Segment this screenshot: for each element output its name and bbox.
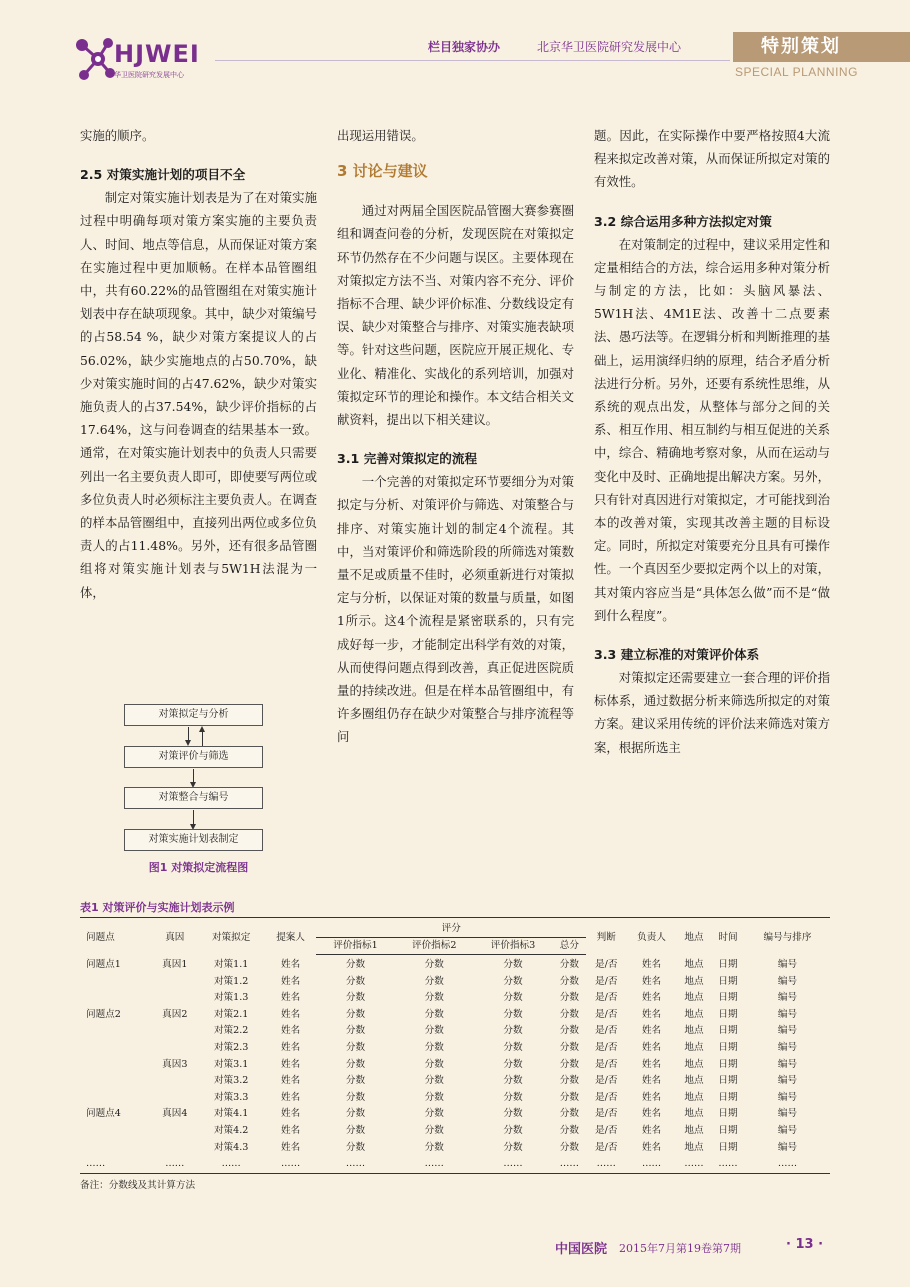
table-cell: 分数 (503, 1041, 523, 1053)
table-cell: 分数 (345, 1124, 366, 1136)
table-cell: 是/否 (595, 1075, 618, 1087)
paragraph: 通过对两届全国医院品管圈大赛参赛圈组和调查问卷的分析，发现医院在对策拟定环节仍然存在不少问题与误区。主要体现在对策拟定方法不当、对策内容不充分、评价指标不合理、缺少评价标准、分数线设定有误、缺少对策整合与排序、对策实施表缺项等。针对这些问题，医院应开展正规化、专业化、精准化、实战化的系列培训，加强对策拟定环节的理论和操作。本文结合相关文献资料，提出以下相关建议。 (337, 203, 574, 428)
section-heading-3-1: 3.1 完善对策拟定的流程 (337, 451, 478, 467)
table-cell: 地点 (684, 1041, 704, 1053)
th-place: 地点 (684, 931, 704, 943)
table-cell: 日期 (718, 1091, 738, 1103)
table-cell: 地点 (684, 1075, 704, 1087)
th-score: 评分 (316, 918, 586, 938)
table-cell: 姓名 (641, 1058, 662, 1070)
table-cell: 编号 (777, 1141, 798, 1153)
arrow-up-head (199, 726, 205, 732)
table-cell: 日期 (718, 958, 738, 970)
logo-subtitle: 华卫医院研究发展中心 (114, 71, 184, 79)
table-cell (152, 1073, 197, 1090)
table-cell (152, 974, 197, 991)
text-column-2 (337, 124, 574, 749)
table-cell (80, 1140, 152, 1157)
table-cell: …… (559, 1158, 579, 1170)
table-cell: 分数 (424, 1041, 444, 1053)
table-row (80, 1057, 830, 1074)
table-cell: 对策3.1 (213, 1058, 249, 1070)
page-number: · 13 · (786, 1237, 824, 1252)
table-cell: 地点 (684, 1108, 704, 1120)
table-cell: 对策3.2 (213, 1075, 249, 1087)
text-column-1 (80, 124, 317, 604)
table-cell: 编号 (777, 1108, 798, 1120)
table-cell: 对策2.2 (213, 1025, 249, 1037)
arrow-down (193, 769, 194, 783)
table-cell: 分数 (559, 959, 579, 970)
table-cell: 编号 (777, 1058, 798, 1070)
table-cell: 地点 (684, 958, 704, 970)
column-label: 栏目独家协办 (428, 40, 501, 54)
flow-box-integration: 对策整合与编号 (124, 787, 263, 809)
table-cell: 问题点2 (86, 1008, 121, 1020)
table-cell: …… (221, 1158, 241, 1170)
table-cell: …… (424, 1158, 444, 1170)
table-cell: 分数 (503, 1091, 523, 1103)
table-cell: 问题点4 (86, 1108, 121, 1120)
table-cell: 日期 (718, 1141, 738, 1153)
flow-box-analysis: 对策拟定与分析 (124, 704, 263, 726)
th-judge: 判断 (596, 931, 616, 943)
table-row (80, 974, 830, 991)
table-cell: 地点 (684, 1008, 704, 1020)
section-heading-3-3: 3.3 建立标准的对策评价体系 (594, 647, 760, 663)
table-cell (80, 1123, 152, 1140)
table-cell: 分数 (345, 1075, 366, 1087)
table-cell: 分数 (345, 1025, 366, 1037)
table-cell: 日期 (718, 1008, 738, 1020)
table-cell: 分数 (503, 1141, 523, 1153)
table-cell: 分数 (345, 1091, 366, 1103)
table-row (80, 1040, 830, 1057)
table-cell: …… (345, 1158, 366, 1170)
table-cell: 分数 (559, 1041, 579, 1053)
table-cell: 是/否 (595, 1124, 618, 1136)
table-cell: 编号 (777, 1124, 798, 1136)
table-cell: 分数 (559, 1075, 579, 1087)
paragraph: 题。因此，在实际操作中要严格按照4大流程来拟定改善对策，从而保证所拟定对策的有效性。 (594, 128, 830, 190)
table-cell: 分数 (345, 1108, 366, 1120)
table-cell: 日期 (718, 1108, 738, 1120)
table-cell: 编号 (777, 1025, 798, 1037)
paragraph: 在对策制定的过程中，建议采用定性和定量相结合的方法，综合运用多种对策分析与制定的方法，比如：头脑风暴法、5W1H法、4M1E法、改善十二点要素法、愚巧法等。在逻辑分析和判断推理的基础上，运用演绎归纳的原理，结合矛盾分析法进行分析。另外，还要有系统性思维，从系统的观点出发，从整体与部分之间的关系、相互作用、相互制约与相互促进的关系中，综合、精确地考察对象，从而在运动与变化中及时、正确地提出解决方案。另外，只有针对真因进行对策拟定，才可能找到治本的改善对策，实现其改善主题的目标设定。同时，所拟定对策要充分且具有可操作性。一个真因至少要拟定两个以上的对策，其对策内容应当是“具体怎么做”而不是“做到什么程度”。 (594, 236, 830, 623)
th-total: 总分 (552, 938, 586, 955)
th-measure: 对策拟定 (211, 931, 251, 943)
table-cell: 姓名 (641, 1124, 662, 1136)
table-cell: …… (718, 1158, 738, 1170)
paragraph: 对策拟定还需要建立一套合理的评价指标体系，通过数据分析来筛选所拟定的对策方案。建议采用传统的评价法来筛选对策方案，根据所选主 (594, 670, 830, 755)
table-cell: 地点 (684, 992, 704, 1004)
table-cell (80, 1057, 152, 1074)
table-cell: 分数 (503, 959, 523, 970)
paragraph: 出现运用错误。 (337, 128, 424, 143)
table-cell: 姓名 (281, 1058, 301, 1070)
table-cell: 分数 (424, 959, 444, 970)
table-cell: …… (684, 1158, 704, 1170)
table-cell: 姓名 (281, 1041, 301, 1053)
table-cell: 分数 (503, 1025, 523, 1037)
table-cell: 编号 (777, 1041, 798, 1053)
table-cell: 分数 (503, 1075, 523, 1087)
table-cell: 分数 (503, 1008, 523, 1020)
table-cell (152, 1040, 197, 1057)
table-row (80, 1123, 830, 1140)
table-cell: 真因2 (162, 1008, 188, 1020)
table-cell: 姓名 (641, 992, 662, 1004)
table-cell: 姓名 (641, 1008, 662, 1020)
table-row (80, 1156, 830, 1173)
table-cell (152, 990, 197, 1007)
table-cell: 是/否 (595, 1041, 618, 1053)
table-cell: 姓名 (281, 992, 301, 1004)
section-heading-3-2: 3.2 综合运用多种方法拟定对策 (594, 213, 772, 229)
arrow-up (202, 730, 203, 747)
logo-wordmark: HJWEI (114, 40, 200, 68)
table-cell: 对策2.3 (213, 1041, 249, 1053)
th-indicator-2: 评价指标2 (395, 938, 474, 955)
table-cell: 是/否 (595, 1058, 618, 1070)
table-cell: 对策1.3 (213, 992, 249, 1004)
flow-box-plan: 对策实施计划表制定 (124, 829, 263, 851)
table-row (80, 1106, 830, 1123)
table-cell: 分数 (424, 975, 444, 987)
table-cell: 姓名 (281, 1075, 301, 1087)
table-cell: 姓名 (281, 1124, 301, 1136)
table-cell: 分数 (345, 959, 366, 970)
table-cell: 日期 (718, 1041, 738, 1053)
table-cell: 地点 (684, 1141, 704, 1153)
table-cell: 日期 (718, 992, 738, 1004)
paragraph: 一个完善的对策拟定环节要细分为对策拟定与分析、对策评价与筛选、对策整合与排序、对策实施计划的制定4个流程。其中，当对策评价和筛选阶段的所筛选对策数量不足或质量不佳时，必须重新进行对策拟定与分析，以保证对策的数量与质量，如图1所示。这4个流程是紧密联系的，只有完成好每一步，才能制定出科学有效的对策，从而使得问题点得到改善，真正促进医院质量的持续改进。但是在样本品管圈组中，有许多圈组仍存在缺少对策整合与排序流程等问 (337, 474, 574, 745)
table-cell: 是/否 (595, 992, 618, 1004)
table-cell: 分数 (424, 1075, 444, 1087)
table-cell: 分数 (424, 1025, 444, 1037)
journal-name: 中国医院 (555, 1242, 608, 1257)
table-cell: …… (777, 1158, 798, 1170)
paragraph: 制定对策实施计划表是为了在对策实施过程中明确每项对策方案实施的主要负责人、时间、地点等信息，从而保证对策方案在实施过程中更加顺畅。在样本品管圈组中，共有60.22%的品管圈组在对策实施计划表中存在缺项现象。其中，缺少对策编号的占58.54 %，缺少对策方案提议人的占56.02%，缺少实施地点的占50.70%，缺少对策实施时间的占47.62%，缺少对策实施负责人的占37.54%，缺少评价指标的占17.64%，这与问卷调查的结果基本一致。通常，在对策实施计划表中的负责人只需要列出一名主要负责人即可，即使要写两位或多位负责人时必须标注主要负责人。在调查的样本品管圈组中，直接列出两位或多位负责人的占11.48%。另外，还有很多品管圈组将对策实施计划表与5W1H法混为一体， (80, 190, 317, 600)
arrow-down (188, 727, 189, 741)
table-row (80, 1073, 830, 1090)
arrow-down (193, 810, 194, 825)
table-cell: 分数 (424, 1058, 444, 1070)
table-cell: 编号 (777, 1008, 798, 1020)
table-cell: 姓名 (281, 1141, 301, 1153)
table-row (80, 990, 830, 1007)
text-column-3 (594, 124, 830, 759)
table-cell: 姓名 (641, 1025, 662, 1037)
table-cell: 分数 (345, 1008, 366, 1020)
table-row (80, 1090, 830, 1107)
table-cell: 分数 (559, 1124, 579, 1136)
table-cell: 分数 (345, 1058, 366, 1070)
table-cell: …… (596, 1158, 616, 1170)
table-cell: 问题点1 (86, 958, 121, 970)
header-divider (215, 60, 730, 61)
table-title: 表1 对策评价与实施计划表示例 (80, 901, 235, 914)
table-cell (80, 1040, 152, 1057)
th-order: 编号与排序 (763, 931, 812, 943)
table-cell (152, 1090, 197, 1107)
table-cell: 分数 (503, 1124, 523, 1136)
table-cell: 分数 (503, 1108, 523, 1120)
table-cell: 对策1.1 (213, 958, 249, 970)
table-cell: 分数 (559, 992, 579, 1004)
table-cell: 对策2.1 (213, 1008, 249, 1020)
table-cell: 姓名 (641, 1108, 662, 1120)
table-cell: 是/否 (595, 1108, 618, 1120)
table-cell (152, 1123, 197, 1140)
table-cell: 日期 (718, 1075, 738, 1087)
table-cell: 编号 (777, 975, 798, 987)
table-cell: 是/否 (595, 1008, 618, 1020)
th-indicator-3: 评价指标3 (474, 938, 553, 955)
table-cell: 地点 (684, 1025, 704, 1037)
table-cell (80, 1073, 152, 1090)
table-cell: 对策4.2 (213, 1124, 249, 1136)
table-cell: 是/否 (595, 1141, 618, 1153)
table-cell: 对策3.3 (213, 1091, 249, 1103)
table-cell (152, 1140, 197, 1157)
table-cell: 日期 (718, 1058, 738, 1070)
table-cell: 分数 (559, 1008, 579, 1020)
table-cell: …… (86, 1158, 106, 1170)
table-cell: 分数 (559, 975, 579, 987)
table-row (80, 1007, 830, 1024)
table-cell: 分数 (345, 1141, 366, 1153)
table-cell: 姓名 (281, 1108, 301, 1120)
table-cell: 地点 (684, 1058, 704, 1070)
sponsor-org: 北京华卫医院研究发展中心 (537, 40, 682, 54)
table-cell: 是/否 (595, 1025, 618, 1037)
table-cell: 姓名 (281, 975, 301, 987)
section-heading-2-5: 2.5 对策实施计划的项目不全 (80, 167, 246, 183)
table-cell: …… (503, 1158, 523, 1170)
table-row (80, 1023, 830, 1040)
table-cell: 对策4.1 (213, 1108, 249, 1120)
table-cell: 日期 (718, 1025, 738, 1037)
section-heading-3: 3 讨论与建议 (337, 162, 428, 181)
evaluation-table (80, 917, 830, 1174)
table-cell: 分数 (559, 1058, 579, 1070)
paragraph: 实施的顺序。 (80, 128, 155, 143)
table-cell: 姓名 (641, 1075, 662, 1087)
table-cell: 分数 (503, 992, 523, 1004)
table-cell: 姓名 (281, 958, 301, 970)
table-cell: 编号 (777, 992, 798, 1004)
table-cell: 是/否 (595, 958, 618, 970)
table-cell: 姓名 (641, 1141, 662, 1153)
table-cell (80, 974, 152, 991)
table-cell: 分数 (559, 1108, 579, 1120)
table-cell: 地点 (684, 975, 704, 987)
table-cell: 姓名 (281, 1008, 301, 1020)
table-cell: 姓名 (641, 958, 662, 970)
table-cell: …… (165, 1158, 185, 1170)
table-cell: 姓名 (281, 1091, 301, 1103)
table-cell: 分数 (559, 1025, 579, 1037)
th-owner: 负责人 (637, 931, 666, 943)
table-cell: 分数 (345, 992, 366, 1004)
table-cell: 地点 (684, 1091, 704, 1103)
table-cell: 姓名 (641, 1091, 662, 1103)
th-proposer: 提案人 (276, 931, 305, 943)
th-problem: 问题点 (86, 931, 115, 943)
table-cell: 姓名 (281, 1025, 301, 1037)
table-cell: 分数 (345, 1041, 366, 1053)
table-cell: 编号 (777, 1091, 798, 1103)
figure-caption: 图1 对策拟定流程图 (148, 861, 249, 874)
table-note: 备注：分数线及其计算方法 (80, 1180, 196, 1191)
table-cell: 姓名 (641, 1041, 662, 1053)
table-cell: 真因4 (162, 1108, 188, 1120)
table-cell: 编号 (777, 958, 798, 970)
section-badge: 特别策划 (733, 32, 910, 62)
table-cell: 姓名 (641, 975, 662, 987)
table-cell: 分数 (424, 1091, 444, 1103)
table-cell: 真因1 (162, 958, 188, 970)
table-cell: 分数 (424, 1124, 444, 1136)
table-row (80, 955, 830, 974)
th-time: 时间 (718, 931, 738, 943)
flowchart-figure (80, 700, 317, 882)
table-row (80, 1140, 830, 1157)
table-cell: 分数 (503, 975, 523, 987)
table-cell: 分数 (424, 992, 444, 1004)
section-badge-en: SPECIAL PLANNING (735, 65, 858, 79)
table-cell: 是/否 (595, 1091, 618, 1103)
table-cell (80, 990, 152, 1007)
table-cell: 分数 (559, 1141, 579, 1153)
table-cell: 对策4.3 (213, 1141, 249, 1153)
table-cell: 对策1.2 (213, 975, 249, 987)
table-cell: 日期 (718, 975, 738, 987)
table-cell (80, 1090, 152, 1107)
table-cell: 分数 (424, 1008, 444, 1020)
flow-box-evaluation: 对策评价与筛选 (124, 746, 263, 768)
table-cell: 分数 (503, 1058, 523, 1070)
table-cell: …… (281, 1158, 301, 1170)
table-cell: 真因3 (162, 1058, 188, 1070)
issue-info: 2015年7月第19卷第7期 (619, 1242, 741, 1255)
table-cell: 分数 (424, 1141, 444, 1153)
table-cell: 地点 (684, 1124, 704, 1136)
th-cause: 真因 (165, 931, 185, 943)
table-cell (80, 1023, 152, 1040)
table-cell: 是/否 (595, 975, 618, 987)
table-cell: 分数 (345, 975, 366, 987)
th-indicator-1: 评价指标1 (316, 938, 395, 955)
table-cell (152, 1023, 197, 1040)
table-cell: 日期 (718, 1124, 738, 1136)
table-cell: 分数 (424, 1108, 444, 1120)
table-cell: 编号 (777, 1075, 798, 1087)
table-cell: …… (641, 1158, 662, 1170)
table-cell: 分数 (559, 1091, 579, 1103)
